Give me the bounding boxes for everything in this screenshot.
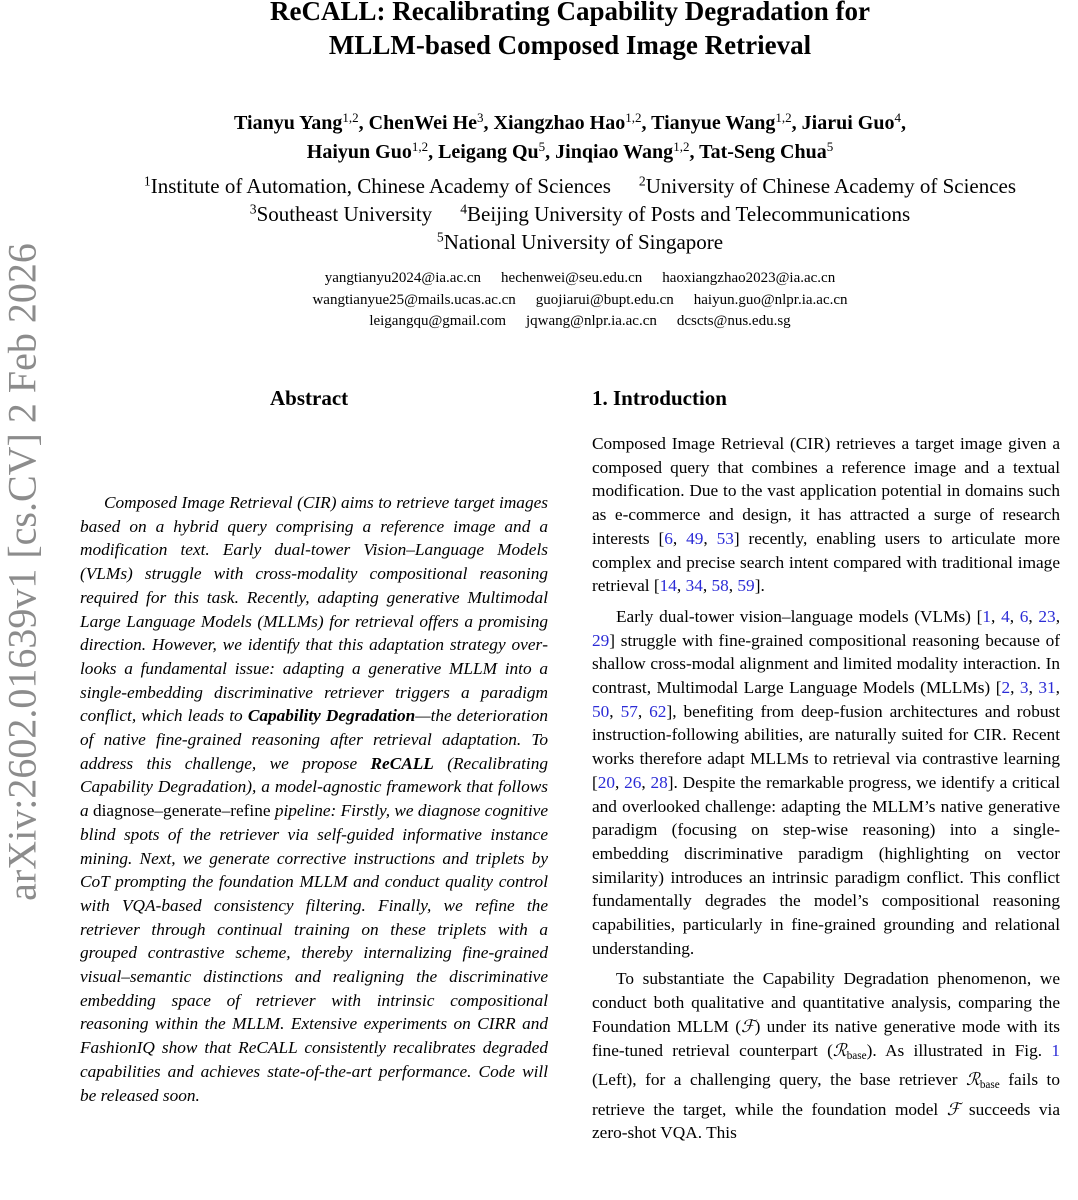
citation-link[interactable]: 49 bbox=[686, 528, 704, 548]
abstract-body bbox=[80, 491, 548, 1107]
affil-name: Southeast University bbox=[256, 202, 433, 226]
author-name: Jinqiao Wang bbox=[555, 141, 674, 163]
email[interactable]: jqwang@nlpr.ia.ac.cn bbox=[526, 313, 657, 329]
math-foundation-model: ℱ bbox=[946, 1099, 961, 1119]
citation-link[interactable]: 3 bbox=[1019, 678, 1029, 698]
citation-link[interactable]: 53 bbox=[716, 528, 734, 548]
math-retriever: ℛ bbox=[966, 1070, 980, 1090]
author-affil: 4 bbox=[894, 109, 901, 125]
email[interactable]: hechenwei@seu.edu.cn bbox=[501, 270, 643, 286]
paper-title bbox=[170, 0, 970, 62]
citation-link[interactable]: 6 bbox=[1019, 606, 1029, 626]
citation-link[interactable]: 2 bbox=[1001, 678, 1011, 698]
citation-link[interactable]: 4 bbox=[1001, 606, 1010, 626]
email[interactable]: wangtianyue25@mails.ucas.ac.cn bbox=[312, 291, 516, 308]
author-name: Tianyue Wang bbox=[651, 112, 776, 134]
affil-name: University of Chinese Academy of Sciences bbox=[645, 174, 1017, 198]
email-line-1 bbox=[160, 268, 1000, 290]
intro-paragraph-3: To substantiate the Capability Degradation phenomenon, we conduct both qualitative and quantitative analysis, comparing the Foundation MLLM (ℱ) under its native generative mode with its fine-tuned retrieval counterpart (ℛ$_{base}$). As illustrated in Fig. 1 (Left), for a challenging query, the base retriever ℛ$_{base}$ fails to retrieve the target, while the foundation model ℱ succeeds via zero-shot VQA. This bbox=[592, 969, 1060, 1143]
affil-number: 1 bbox=[143, 173, 151, 189]
citation-link[interactable]: 26 bbox=[624, 772, 642, 792]
citation-link[interactable]: 58 bbox=[711, 576, 729, 596]
title-line-1: ReCALL: Recalibrating Capability Degradation for bbox=[270, 0, 870, 26]
citation-link[interactable]: 59 bbox=[737, 576, 755, 596]
author-affil: 1,2 bbox=[673, 138, 690, 154]
citation-link[interactable]: 34 bbox=[685, 576, 703, 596]
email-list bbox=[160, 268, 1000, 333]
author-line-2: Haiyun Guo$^{1,2}$, Leigang Qu$^5$, Jinqiao Wang$^{1,2}$, Tat-Seng Chua$^5$ bbox=[306, 138, 834, 163]
intro-heading: 1. Introduction bbox=[592, 386, 727, 410]
affil-number: 4 bbox=[460, 201, 468, 217]
email-line-3 bbox=[160, 311, 1000, 333]
affiliation-line-3 bbox=[80, 228, 1078, 256]
abstract-text-3: (Recalibrating Capability Degradation), a model-agnostic framework that follows a bbox=[80, 753, 548, 821]
math-subscript: base bbox=[979, 1078, 1000, 1091]
citation-link[interactable]: 31 bbox=[1038, 678, 1056, 698]
author-affil: 5 bbox=[826, 138, 834, 154]
email[interactable]: guojiarui@bupt.edu.cn bbox=[535, 291, 674, 308]
affil-name: National University of Singapore bbox=[443, 230, 724, 254]
citation-link[interactable]: 57 bbox=[620, 701, 638, 721]
email[interactable]: haiyun.guo@nlpr.ia.ac.cn bbox=[693, 291, 848, 308]
affiliation-line-2 bbox=[80, 200, 1078, 228]
email[interactable]: dcscts@nus.edu.sg bbox=[676, 313, 791, 329]
affil-number: 5 bbox=[436, 229, 444, 245]
figure-link[interactable]: 1 bbox=[1051, 1040, 1060, 1060]
author-name: Jiarui Guo bbox=[801, 112, 895, 134]
author-affil: 1,2 bbox=[342, 109, 359, 125]
author-name: Tat-Seng Chua bbox=[699, 141, 827, 163]
citation-link[interactable]: 14 bbox=[659, 576, 677, 596]
affil-name: Institute of Automation, Chinese Academy of Sciences bbox=[150, 174, 611, 198]
author-affil: 1,2 bbox=[411, 138, 429, 154]
author-affil: 1,2 bbox=[775, 109, 792, 125]
author-line-1: Tianyu Yang$^{1,2}$, ChenWei He$^3$, Xiangzhao Hao$^{1,2}$, Tianyue Wang$^{1,2}$, Jiarui Guo$^4$, bbox=[234, 109, 906, 134]
intro-paragraph-1: Composed Image Retrieval (CIR) retrieves a target image given a composed query that combines a reference image and a textual modification. Due to the vast application potential in domains such as e-commerce and design, it has attracted a surge of research interests [6, 49, 53] recently, enabling users to articulate more complex and precise search intent compared with traditional image retrieval [14, 34, 58, 59]. bbox=[592, 434, 1060, 596]
email[interactable]: haoxiangzhao2023@ia.ac.cn bbox=[662, 270, 836, 286]
affiliation-list bbox=[80, 172, 1078, 256]
author-affil: 1,2 bbox=[625, 109, 642, 125]
arxiv-stamp-text: arXiv:2602.01639v1 [cs.CV] 2 Feb 2026 bbox=[0, 243, 45, 901]
intro-paragraph-2: Early dual-tower vision–language models (VLMs) [1, 4, 6, 23, 29] struggle with fine-grained compositional reasoning because of shallow cross-modal alignment and limited modality interaction. In contrast, Multimodal Large Language Models (MLLMs) [2, 3, 31, 50, 57, 62], benefiting from deep-fusion architectures and robust instruction-following abilities, are naturally suited for CIR. Recent works therefore adapt MLLMs to retrieval via contrastive learning [20, 26, 28]. Despite the remarkable progress, we identify a critical and overlooked challenge: adapting the MLLM’s native generative paradigm (focusing on step-wise reasoning) into a single-embedding discriminative paradigm (highlighting on vector similarity) introduces an intrinsic paradigm conflict. This conflict fundamentally degrades the model’s compositional reasoning capabilities, particularly in fine-grained grounding and relational understanding. bbox=[592, 606, 1061, 958]
intro-body bbox=[592, 432, 1060, 1152]
affil-name: Beijing University of Posts and Telecommunications bbox=[467, 202, 911, 226]
email[interactable]: leigangqu@gmail.com bbox=[369, 313, 507, 329]
abstract-pipeline-term: diagnose–generate–refine bbox=[92, 801, 271, 821]
citation-link[interactable]: 50 bbox=[592, 701, 610, 721]
affiliation-line-1 bbox=[80, 172, 1078, 200]
author-name: Xiangzhao Hao bbox=[493, 112, 626, 134]
affil-number: 3 bbox=[249, 201, 257, 217]
citation-link[interactable]: 20 bbox=[597, 772, 616, 792]
citation-link[interactable]: 62 bbox=[649, 701, 667, 721]
abstract-text-2: —the deterioration of native fine-grained reasoning after retrieval adaptation. To address this challenge, we propose bbox=[80, 706, 548, 773]
abstract-text-1: Composed Image Retrieval (CIR) aims to retrieve target images based on a hybrid query comprising a reference image and a modification text. Early dual-tower Vision–Language Models (VLMs) struggle with cross-modality compositional reasoning required for this task. Recently, adapting generative Multimodal Large Language Models (MLLMs) for retrieval offers a promising direction. However, we identify that this adaptation strategy overlooks a fundamental issue: adapting a generative MLLM into a single-embedding discriminative retriever triggers a paradigm conflict, which leads to bbox=[80, 493, 548, 726]
abstract-text-4: pipeline: Firstly, we diagnose cognitive blind spots of the retriever via self-guided informative instance mining. Next, we generate corrective instructions and triplets by CoT prompting the foundation MLLM and conduct quality control with VQA-based consistency filtering. Finally, we refine the retriever through continual training on these triplets with a grouped contrastive scheme, thereby internalizing fine-grained visual–semantic distinctions and realigning the discriminative embedding space of retriever with intrinsic compositional reasoning within the MLLM. Extensive experiments on CIRR and FashionIQ show that ReCALL consistently recalibrates degraded capabilities and achieves state-of-the-art performance. Code will be released soon. bbox=[80, 801, 548, 1105]
math-retriever: ℛ bbox=[832, 1040, 847, 1060]
author-name: ChenWei He bbox=[368, 112, 478, 134]
citation-link[interactable]: 1 bbox=[982, 606, 992, 626]
citation-link[interactable]: 29 bbox=[592, 630, 610, 650]
abstract-method-name: ReCALL bbox=[370, 753, 434, 773]
email[interactable]: yangtianyu2024@ia.ac.cn bbox=[324, 270, 482, 286]
math-foundation-model: ℱ bbox=[741, 1016, 755, 1036]
author-affil: 5 bbox=[538, 138, 546, 154]
citation-link[interactable]: 28 bbox=[650, 772, 668, 792]
email-line-2 bbox=[160, 290, 1000, 312]
math-subscript: base bbox=[846, 1049, 867, 1062]
author-name: Leigang Qu bbox=[438, 141, 539, 163]
citation-link[interactable]: 6 bbox=[664, 528, 673, 548]
author-affil: 3 bbox=[477, 109, 484, 125]
author-list bbox=[110, 109, 1030, 167]
abstract-emphasis: Capability Degradation bbox=[247, 706, 416, 726]
author-name: Haiyun Guo bbox=[306, 141, 412, 163]
citation-link[interactable]: 23 bbox=[1038, 606, 1056, 626]
title-line-2: MLLM-based Composed Image Retrieval bbox=[328, 30, 812, 60]
affil-number: 2 bbox=[638, 173, 646, 189]
abstract-heading: Abstract bbox=[270, 386, 349, 410]
author-name: Tianyu Yang bbox=[234, 112, 343, 134]
